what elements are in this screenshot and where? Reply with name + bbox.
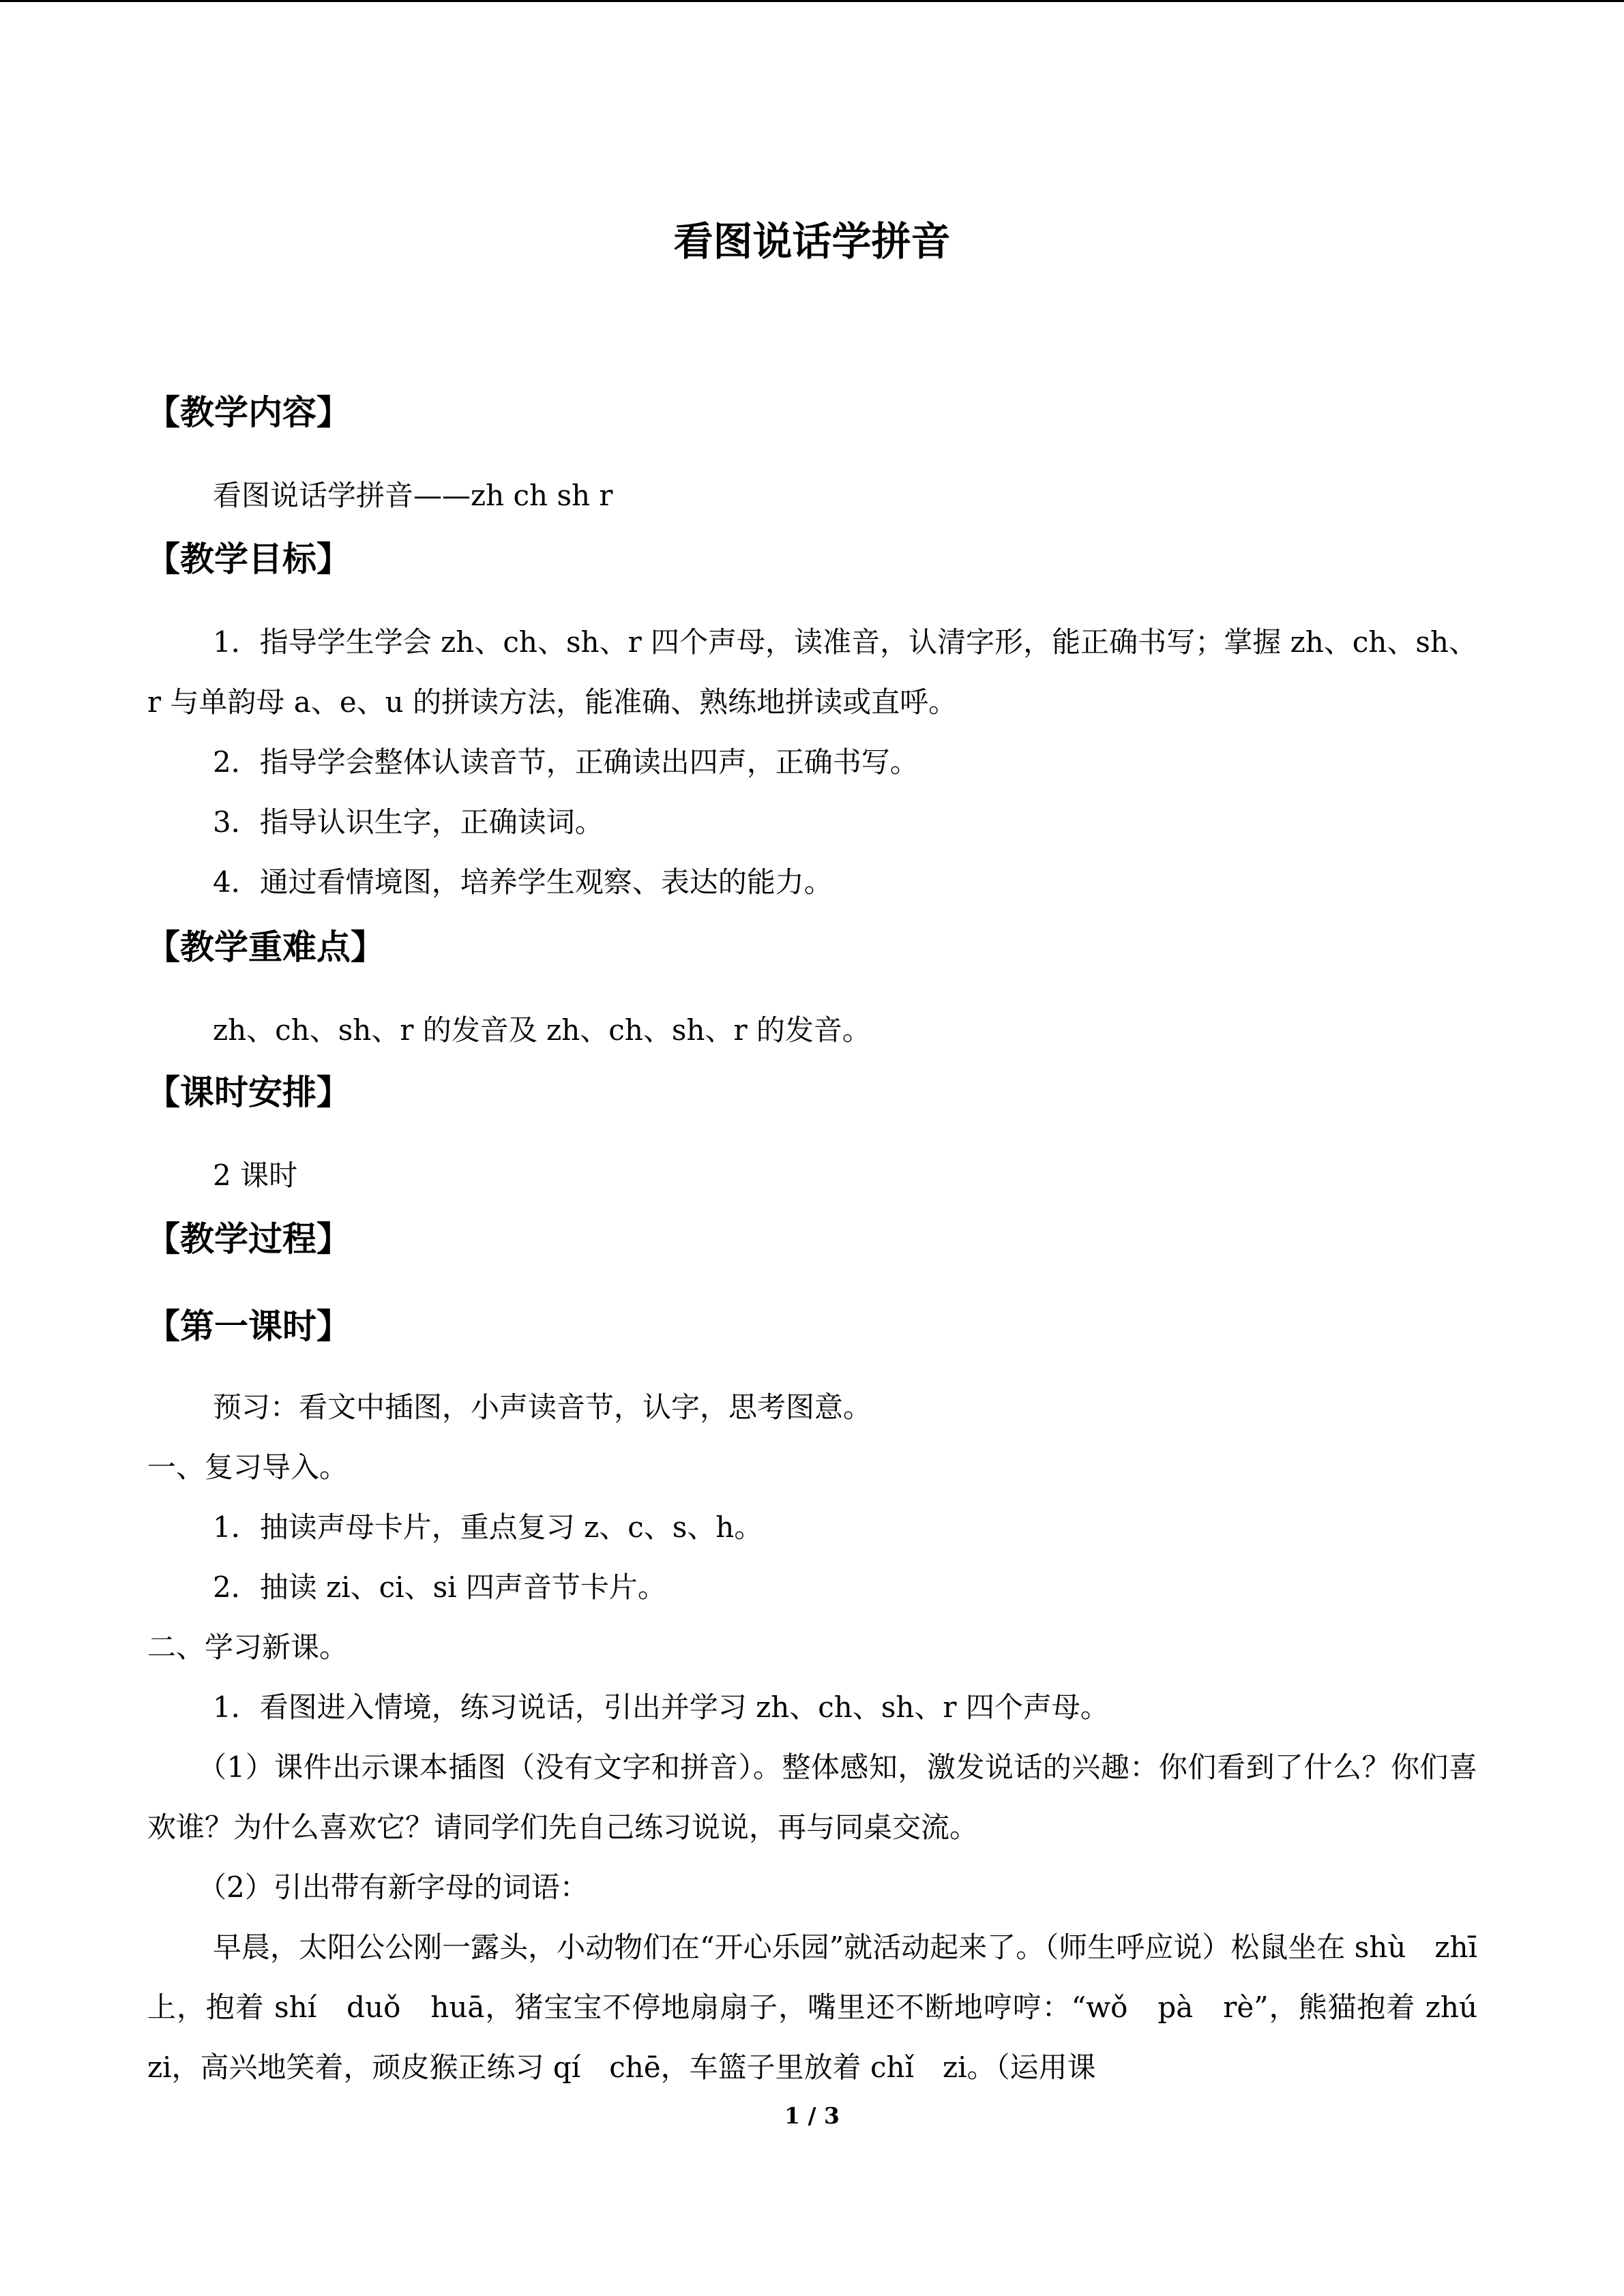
paragraph: 1．抽读声母卡片，重点复习 z、c、s、h。 [213,1510,763,1544]
paragraph: 2．指导学会整体认读音节，正确读出四声，正确书写。 [213,745,919,779]
paragraph: （1）课件出示课本插图（没有文字和拼音）。整体感知，激发说话的兴趣：你们看到了什么？你们喜欢谁？为什么喜欢它？请同学们先自己练习说说，再与同桌交流。 [147,1750,1477,1844]
section-heading-process: 【教学过程】 [146,1219,351,1259]
paragraph: 一、复习导入。 [147,1450,349,1484]
paragraph: 1．指导学生学会 zh、ch、sh、r 四个声母，读准音，认清字形，能正确书写；掌握 zh、ch、sh、r 与单韵母 a、e、u 的拼读方法，能准确、熟练地拼读或直呼。 [147,625,1477,719]
document-title: 看图说话学拼音 [673,218,951,265]
section-heading-schedule: 【课时安排】 [146,1073,351,1112]
paragraph: （2）引出带有新字母的词语： [198,1870,589,1904]
section-heading-teaching-content: 【教学内容】 [146,393,351,432]
paragraph: 4．通过看情境图，培养学生观察、表达的能力。 [213,865,833,899]
paragraph: 2 课时 [213,1159,298,1192]
section-heading-first-lesson: 【第一课时】 [146,1307,351,1346]
paragraph: 看图说话学拼音——zh ch sh r [213,479,613,512]
section-heading-teaching-goals: 【教学目标】 [146,539,351,579]
page-number: 1 / 3 [784,2102,840,2129]
paragraph: 早晨，太阳公公刚一露头，小动物们在“开心乐园”就活动起来了。（师生呼应说）松鼠坐在 shù zhī 上，抱着 shí duǒ huā，猪宝宝不停地扇扇子，嘴里还不断地哼哼：“wǒ pà rè”，熊猫抱着 zhú zi，高兴地笑着，顽皮猴正练习 qí chē，车篮子里放着 chǐ zi。（运用课 [147,1930,1507,2084]
paragraph: 3．指导认识生字，正确读词。 [213,805,604,839]
page-top-border [0,0,1624,2]
paragraph: 2．抽读 zi、ci、si 四声音节卡片。 [213,1570,666,1604]
paragraph: zh、ch、sh、r 的发音及 zh、ch、sh、r 的发音。 [213,1013,871,1047]
paragraph: 预习：看文中插图，小声读音节，认字，思考图意。 [213,1390,872,1424]
section-heading-key-points: 【教学重难点】 [146,927,385,967]
paragraph: 二、学习新课。 [147,1630,349,1664]
paragraph: 1．看图进入情境，练习说话，引出并学习 zh、ch、sh、r 四个声母。 [213,1690,1109,1724]
